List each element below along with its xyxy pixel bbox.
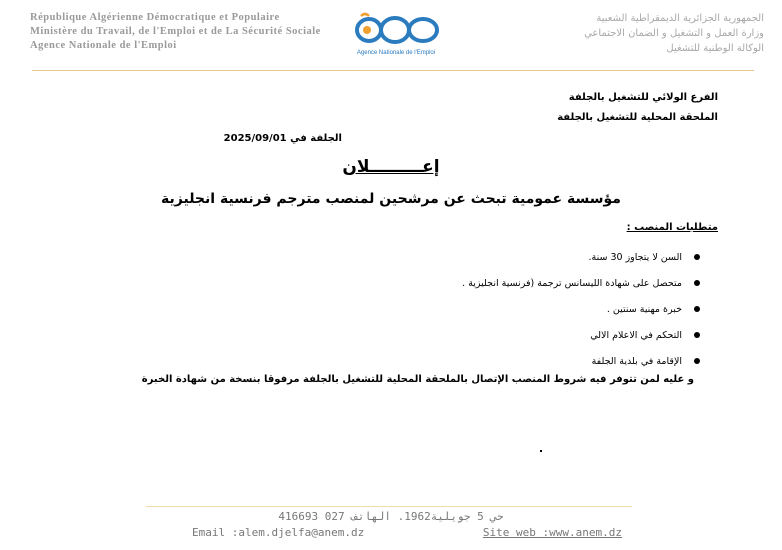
bullet-icon: [694, 358, 700, 364]
footer-address-phone: حي 5 جويلية1962. الهاتف 027 416693: [278, 510, 504, 523]
header-fr-republic: République Algérienne Démocratique et Populaire: [30, 12, 280, 23]
header-arabic: [454, 11, 764, 56]
requirement-text: التحكم في الاعلام الالي: [590, 329, 682, 341]
header-divider: [32, 70, 754, 71]
list-item: [400, 348, 700, 374]
date-line: الجلفة في 2025/09/01: [223, 133, 342, 144]
header-fr-agency: Agence Nationale de l'Emploi: [30, 40, 177, 51]
header-ar-ministry: وزارة العمل و التشغيل و الضمان الاجتماعي: [584, 28, 764, 39]
requirements-list: [400, 244, 700, 374]
header-fr-ministry: Ministère du Travail, de l'Emploi et de La Sécurité Sociale: [30, 26, 321, 37]
header-french: [30, 11, 330, 53]
branch-regional: الفرع الولائي للتشغيل بالجلفة: [568, 92, 718, 103]
bullet-icon: [694, 280, 700, 286]
list-item: [400, 322, 700, 348]
header-ar-agency: الوكالة الوطنية للتشغيل: [666, 43, 764, 54]
list-item: [400, 296, 700, 322]
bullet-icon: [694, 332, 700, 338]
stray-dot: [540, 450, 542, 452]
closing-note: و عليه لمن تتوفر فيه شروط المنصب الإتصال بالملحقة المحلية للتشغيل بالجلفة مرفوقا بنسخة من شهادة الخبرة: [141, 374, 694, 385]
list-item: [400, 270, 700, 296]
footer-divider: [146, 506, 632, 507]
anem-logo-icon: [347, 10, 445, 66]
footer-email[interactable]: Email :alem.djelfa@anem.dz: [192, 526, 365, 539]
footer-contacts: [192, 526, 622, 539]
bullet-icon: [694, 306, 700, 312]
announcement-subtitle: مؤسسة عمومية تبحث عن مرشحين لمنصب مترجم فرنسية انجليزية: [161, 191, 621, 207]
header-ar-republic: الجمهورية الجزائرية الديمقراطية الشعبية: [596, 13, 764, 24]
bullet-icon: [694, 254, 700, 260]
branch-local: الملحقة المحلية للتشغيل بالجلفة: [557, 112, 718, 123]
requirements-heading: متطلبات المنصب :: [626, 222, 718, 233]
requirement-text: متحصل على شهادة الليسانس ترجمة (فرنسية انجليزية .: [462, 277, 682, 289]
logo-caption: Agence Nationale de l'Emploi: [356, 50, 436, 56]
requirement-text: الإقامة في بلدية الجلفة: [591, 355, 682, 367]
footer-website-link[interactable]: Site web :www.anem.dz: [482, 526, 622, 539]
list-item: [400, 244, 700, 270]
requirement-text: السن لا يتجاوز 30 سنة.: [588, 251, 682, 263]
requirement-text: خبرة مهنية سنتين .: [606, 303, 682, 315]
announcement-title: إعـــــــــلان: [342, 157, 440, 177]
